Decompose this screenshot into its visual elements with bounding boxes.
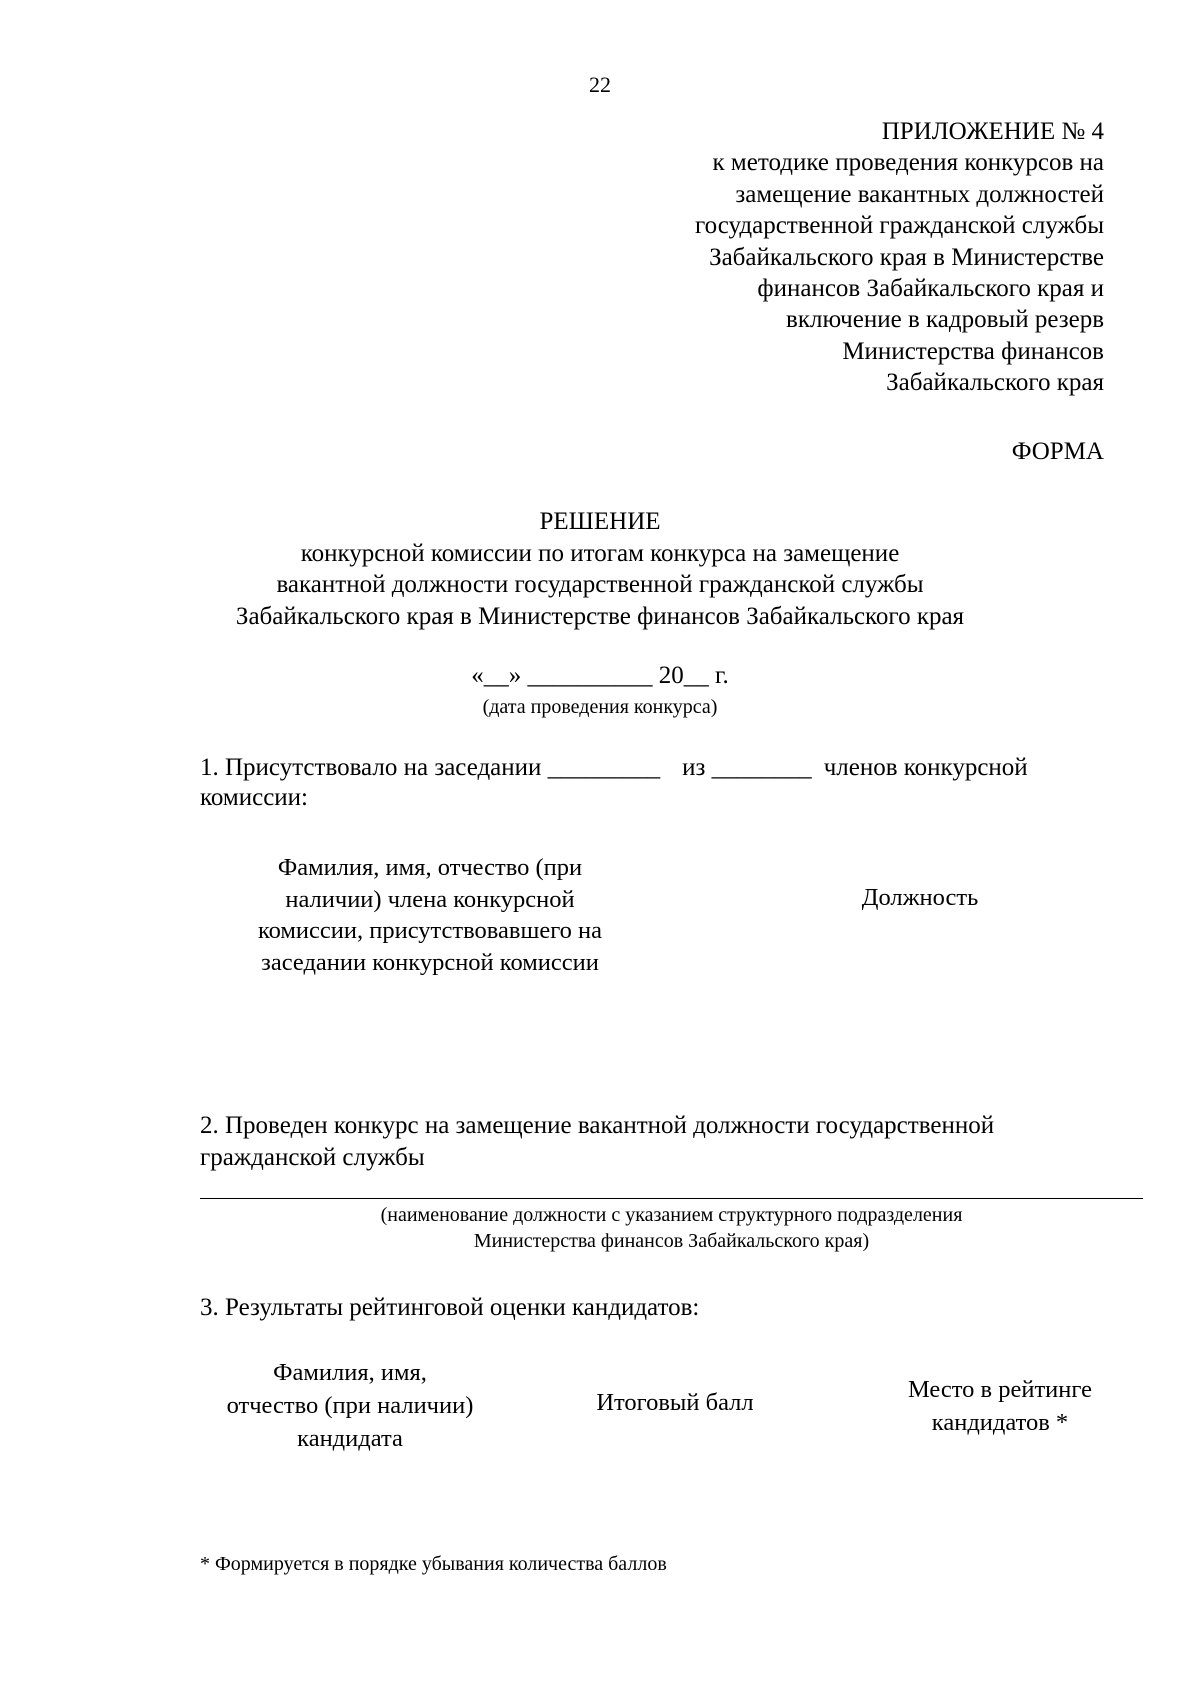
members-table-name-header — [200, 852, 660, 978]
members-table-position-header: Должность — [861, 884, 979, 911]
appendix-line: включение в кадровый резерв — [786, 306, 1104, 334]
rating-table-rank-header — [870, 1373, 1130, 1439]
attendance-of: из ________ — [682, 754, 812, 781]
section-3-text: 3. Результаты рейтинговой оценки кандидатов: — [200, 1294, 700, 1321]
decision-subtitle-line: Забайкальского края в Министерстве финансов Забайкальского края — [235, 602, 965, 630]
section-1-line-1 — [200, 752, 1130, 783]
position-fill-line — [200, 1198, 1143, 1199]
header-line: Фамилия, имя, — [273, 1359, 427, 1386]
date-hint: (дата проведения конкурса) — [482, 696, 718, 718]
appendix-line: ПРИЛОЖЕНИЕ № 4 — [881, 118, 1104, 145]
appendix-block — [504, 116, 1104, 399]
rating-table-name-header — [200, 1356, 500, 1455]
header-line: кандидата — [297, 1425, 403, 1452]
header-line: Фамилия, имя, отчество (при — [277, 854, 583, 881]
appendix-line: Министерства финансов — [842, 337, 1104, 365]
footnote: * Формируется в порядке убывания количества баллов — [200, 1553, 667, 1575]
header-line: кандидатов * — [931, 1409, 1069, 1436]
attendance-present: 1. Присутствовало на заседании _________ — [200, 754, 661, 781]
section-1-line-2: комиссии: — [200, 784, 308, 811]
position-hint-line: Министерства финансов Забайкальского края) — [473, 1230, 870, 1252]
header-line: комиссии, присутствовавшего на — [257, 917, 603, 944]
page-number: 22 — [589, 72, 611, 97]
appendix-line: государственной гражданской службы — [694, 212, 1104, 240]
attendance-members: членов конкурсной — [823, 754, 1028, 781]
rating-table-score-header: Итоговый балл — [596, 1389, 754, 1416]
appendix-line: к методике проведения конкурсов на — [712, 149, 1104, 177]
position-hint-line: (наименование должности с указанием структурного подразделения — [380, 1204, 963, 1226]
section-2-text — [200, 1110, 1130, 1173]
section-2-line: гражданской службы — [200, 1143, 425, 1171]
position-hint — [200, 1202, 1143, 1254]
header-line: заседании конкурсной комиссии — [261, 948, 599, 976]
header-line: Место в рейтинге — [907, 1376, 1093, 1403]
appendix-line: Забайкальского края — [886, 369, 1104, 397]
appendix-line: финансов Забайкальского края и — [757, 275, 1104, 303]
appendix-line: замещение вакантных должностей — [735, 180, 1104, 208]
appendix-line: Забайкальского края в Министерстве — [709, 243, 1104, 271]
form-label: ФОРМА — [1011, 438, 1104, 465]
section-2-line: 2. Проведен конкурс на замещение вакантной должности государственной — [200, 1112, 995, 1139]
decision-subtitle-line: конкурсной комиссии по итогам конкурса на замещение — [300, 539, 900, 567]
decision-subtitle-line: вакантной должности государственной гражданской службы — [276, 571, 924, 598]
decision-heading: РЕШЕНИЕ — [539, 508, 661, 535]
decision-title — [0, 506, 1200, 632]
header-line: наличии) члена конкурсной — [285, 885, 575, 913]
header-line: отчество (при наличии) — [226, 1392, 474, 1419]
date-field: «__» __________ 20__ г. — [471, 662, 729, 689]
